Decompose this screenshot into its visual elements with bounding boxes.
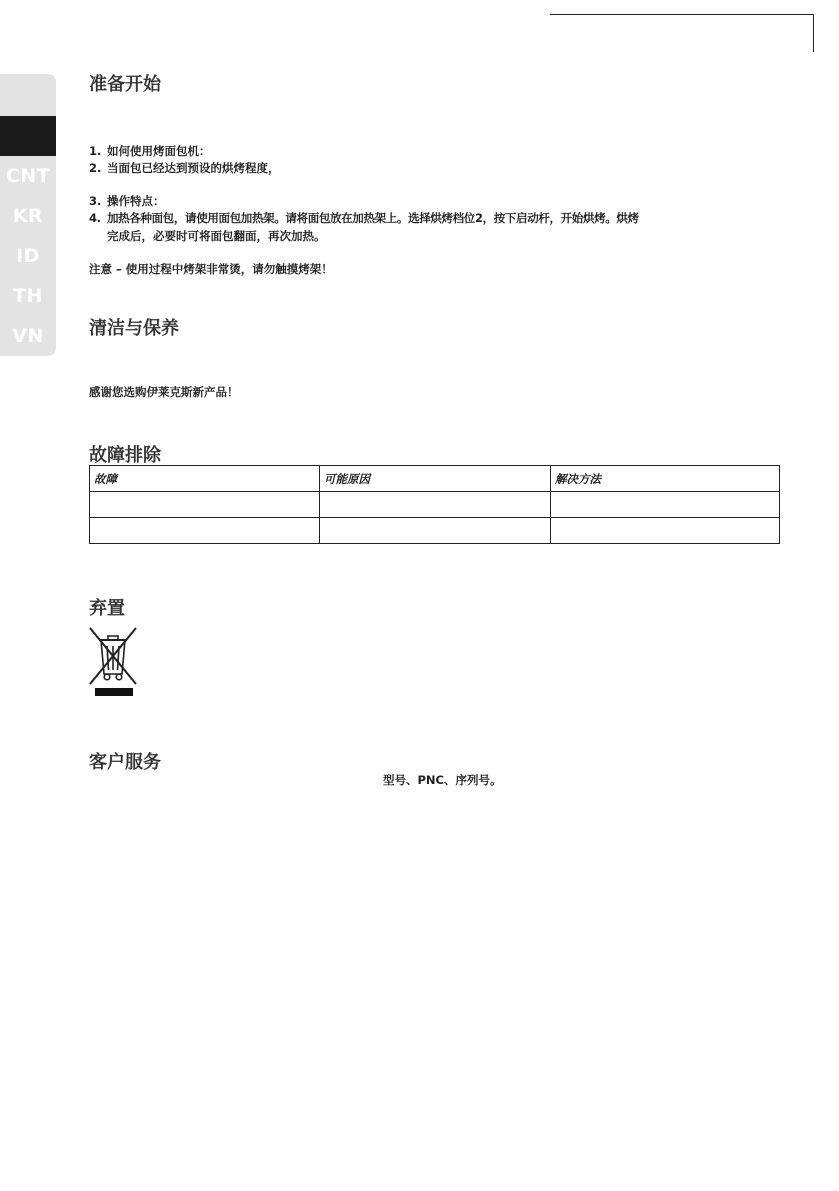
safety-note: 注意 – 使用过程中烤架非常烫，请勿触摸烤架！: [89, 262, 333, 276]
table-header-row: [90, 466, 780, 492]
column-header-solution: 解决方法: [551, 466, 780, 492]
list-number: 4.: [89, 211, 101, 225]
table-cell: [90, 492, 320, 518]
list-item: [89, 210, 639, 226]
list-item-continuation: 完成后，必要时可将面包翻面，再次加热。: [107, 229, 326, 243]
list-number: 1.: [89, 144, 102, 158]
customer-service-text: 型号、PNC、序列号。: [383, 773, 502, 787]
section-title-cleaning: 清洁与保养: [89, 318, 179, 339]
table-row: [90, 492, 780, 518]
list-item: [89, 143, 211, 159]
section-title-disposal: 弃置: [89, 598, 125, 619]
crop-mark-top: [550, 14, 814, 15]
lang-tab-blank-1[interactable]: [0, 74, 56, 114]
column-header-cause: 可能原因: [320, 466, 551, 492]
table-cell: [320, 492, 551, 518]
list-text: 如何使用烤面包机：: [107, 144, 211, 158]
lang-tab-active[interactable]: [0, 116, 56, 156]
list-text: 当面包已经达到预设的烘烤程度，: [107, 161, 280, 175]
table-cell: [90, 518, 320, 544]
language-tab-strip: [0, 74, 56, 356]
list-item: [89, 193, 165, 209]
section-title-troubleshooting: 故障排除: [89, 445, 161, 466]
list-text: 加热各种面包，请使用面包加热架。请将面包放在加热架上。选择烘烤档位2，按下启动杆，开始烘烤。烘烤: [107, 211, 639, 225]
section-title-customer-service: 客户服务: [89, 752, 161, 773]
table-row: [90, 518, 780, 544]
table-cell: [551, 492, 780, 518]
list-number: 2.: [89, 161, 102, 175]
list-number: 3.: [89, 194, 102, 208]
list-item: [89, 160, 280, 176]
list-text: 操作特点：: [107, 194, 165, 208]
lang-tab-id[interactable]: ID: [16, 245, 40, 267]
lang-tab-cnt[interactable]: CNT: [5, 165, 51, 187]
table-cell: [551, 518, 780, 544]
lang-tab-kr[interactable]: KR: [12, 205, 44, 227]
crop-mark-right: [813, 14, 814, 52]
troubleshooting-table: [89, 465, 780, 544]
lang-tab-vn[interactable]: VN: [12, 325, 44, 347]
section-title-getting-started: 准备开始: [89, 74, 161, 95]
cleaning-text: 感谢您选购伊莱克斯新产品！: [89, 385, 239, 399]
lang-tab-th[interactable]: TH: [13, 285, 43, 307]
column-header-fault: 故障: [90, 466, 320, 492]
crossed-bin-icon: [87, 624, 139, 698]
table-cell: [320, 518, 551, 544]
